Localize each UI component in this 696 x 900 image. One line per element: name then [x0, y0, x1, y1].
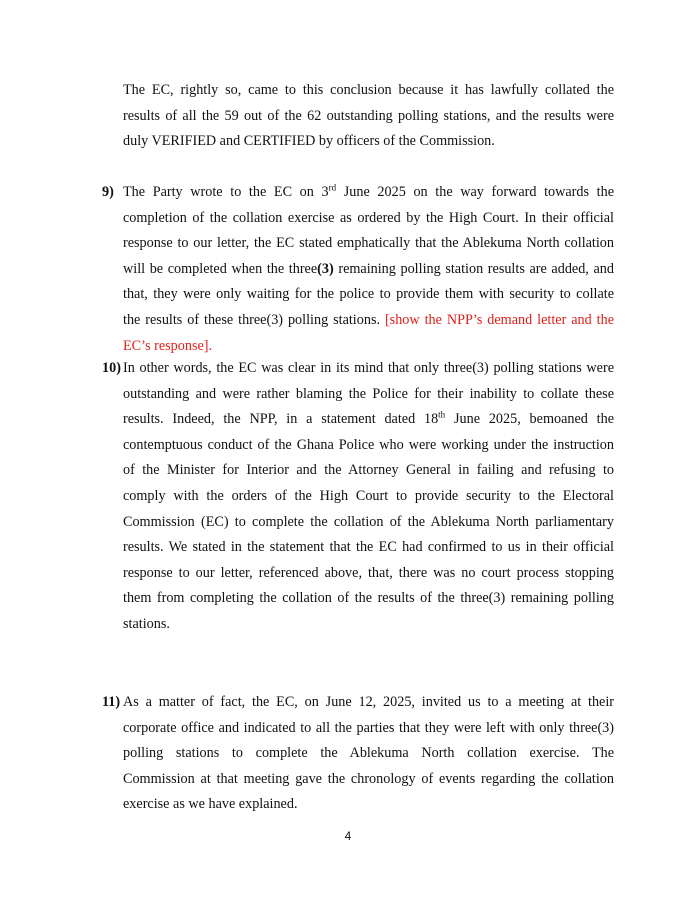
paragraph-line: contemptuous conduct of the Ghana Police who were working under the instruction: [123, 436, 614, 453]
text-segment: remaining polling station results are added, and: [333, 260, 614, 277]
paragraph-line: As a matter of fact, the EC, on June 12, 2025, invited us to a meeting at their: [123, 694, 614, 710]
paragraph-number-9: 9): [102, 184, 114, 200]
text-segment: the results of these three(3) polling stations.: [123, 311, 385, 328]
paragraph-line: results of all the 59 out of the 62 outstanding polling stations, and the results were: [123, 107, 614, 124]
bold-text: (3): [317, 260, 334, 277]
paragraph-continuation: [123, 78, 614, 155]
paragraph-line: completion of the collation exercise as ordered by the High Court. In their official: [123, 209, 614, 226]
paragraph-line: Commission (EC) to complete the collation of the Ablekuma North parliamentary: [123, 513, 614, 530]
paragraph-line: duly VERIFIED and CERTIFIED by officers of the Commission.: [123, 133, 495, 150]
paragraph-9: [123, 180, 614, 359]
paragraph-line: response to our letter, the EC stated emphatically that the Ablekuma North collation: [123, 235, 614, 252]
paragraph-line: comply with the orders of the High Court to provide security to the Electoral: [123, 487, 614, 504]
text-segment: June 2025 on the way forward towards the: [336, 184, 614, 200]
paragraph-line: [123, 407, 614, 433]
paragraph-line: that, they were only waiting for the police to provide them with security to collate: [123, 286, 614, 303]
paragraph-line: [123, 308, 614, 334]
paragraph-line: polling stations to complete the Ablekuma North collation exercise. The: [123, 745, 614, 762]
text-segment: will be completed when the three: [123, 260, 318, 277]
paragraph-line: In other words, the EC was clear in its mind that only three(3) polling stations were: [123, 360, 614, 376]
paragraph-line: them from completing the collation of the results of the three(3) remaining polling: [123, 590, 614, 607]
paragraph-number-11: 11): [102, 694, 121, 710]
paragraph-line: corporate office and indicated to all the parties that they were left with only three(3): [123, 719, 614, 736]
paragraph-line: of the Minister for Interior and the Attorney General in failing and refusing to: [123, 462, 614, 479]
paragraph-line: [123, 180, 614, 206]
red-annotation: EC’s response].: [123, 337, 213, 354]
paragraph-11: [123, 690, 614, 818]
paragraph-line: The EC, rightly so, came to this conclusion because it has lawfully collated the: [123, 82, 614, 98]
red-annotation: [show the NPP’s demand letter and the: [384, 311, 614, 328]
text-segment: The Party wrote to the EC on 3: [123, 184, 329, 200]
paragraph-line: Commission at that meeting gave the chronology of events regarding the collation: [123, 770, 614, 787]
paragraph-line: stations.: [123, 615, 170, 632]
paragraph-line: outstanding and were rather blaming the Police for their inability to collate these: [123, 385, 614, 402]
paragraph-line: exercise as we have explained.: [123, 796, 298, 813]
text-segment: June 2025, bemoaned the: [445, 411, 614, 428]
paragraph-line: results. We stated in the statement that the EC had confirmed to us in their official: [123, 539, 614, 556]
paragraph-10: [123, 356, 614, 638]
paragraph-number-10: 10): [102, 360, 121, 376]
superscript: th: [438, 409, 446, 420]
paragraph-line: [123, 257, 614, 283]
superscript: rd: [328, 182, 337, 193]
page-number: 4: [344, 829, 352, 843]
text-segment: results. Indeed, the NPP, in a statement dated 18: [123, 411, 439, 428]
paragraph-line: response to our letter, referenced above, that, there was no court process stopping: [123, 564, 614, 581]
